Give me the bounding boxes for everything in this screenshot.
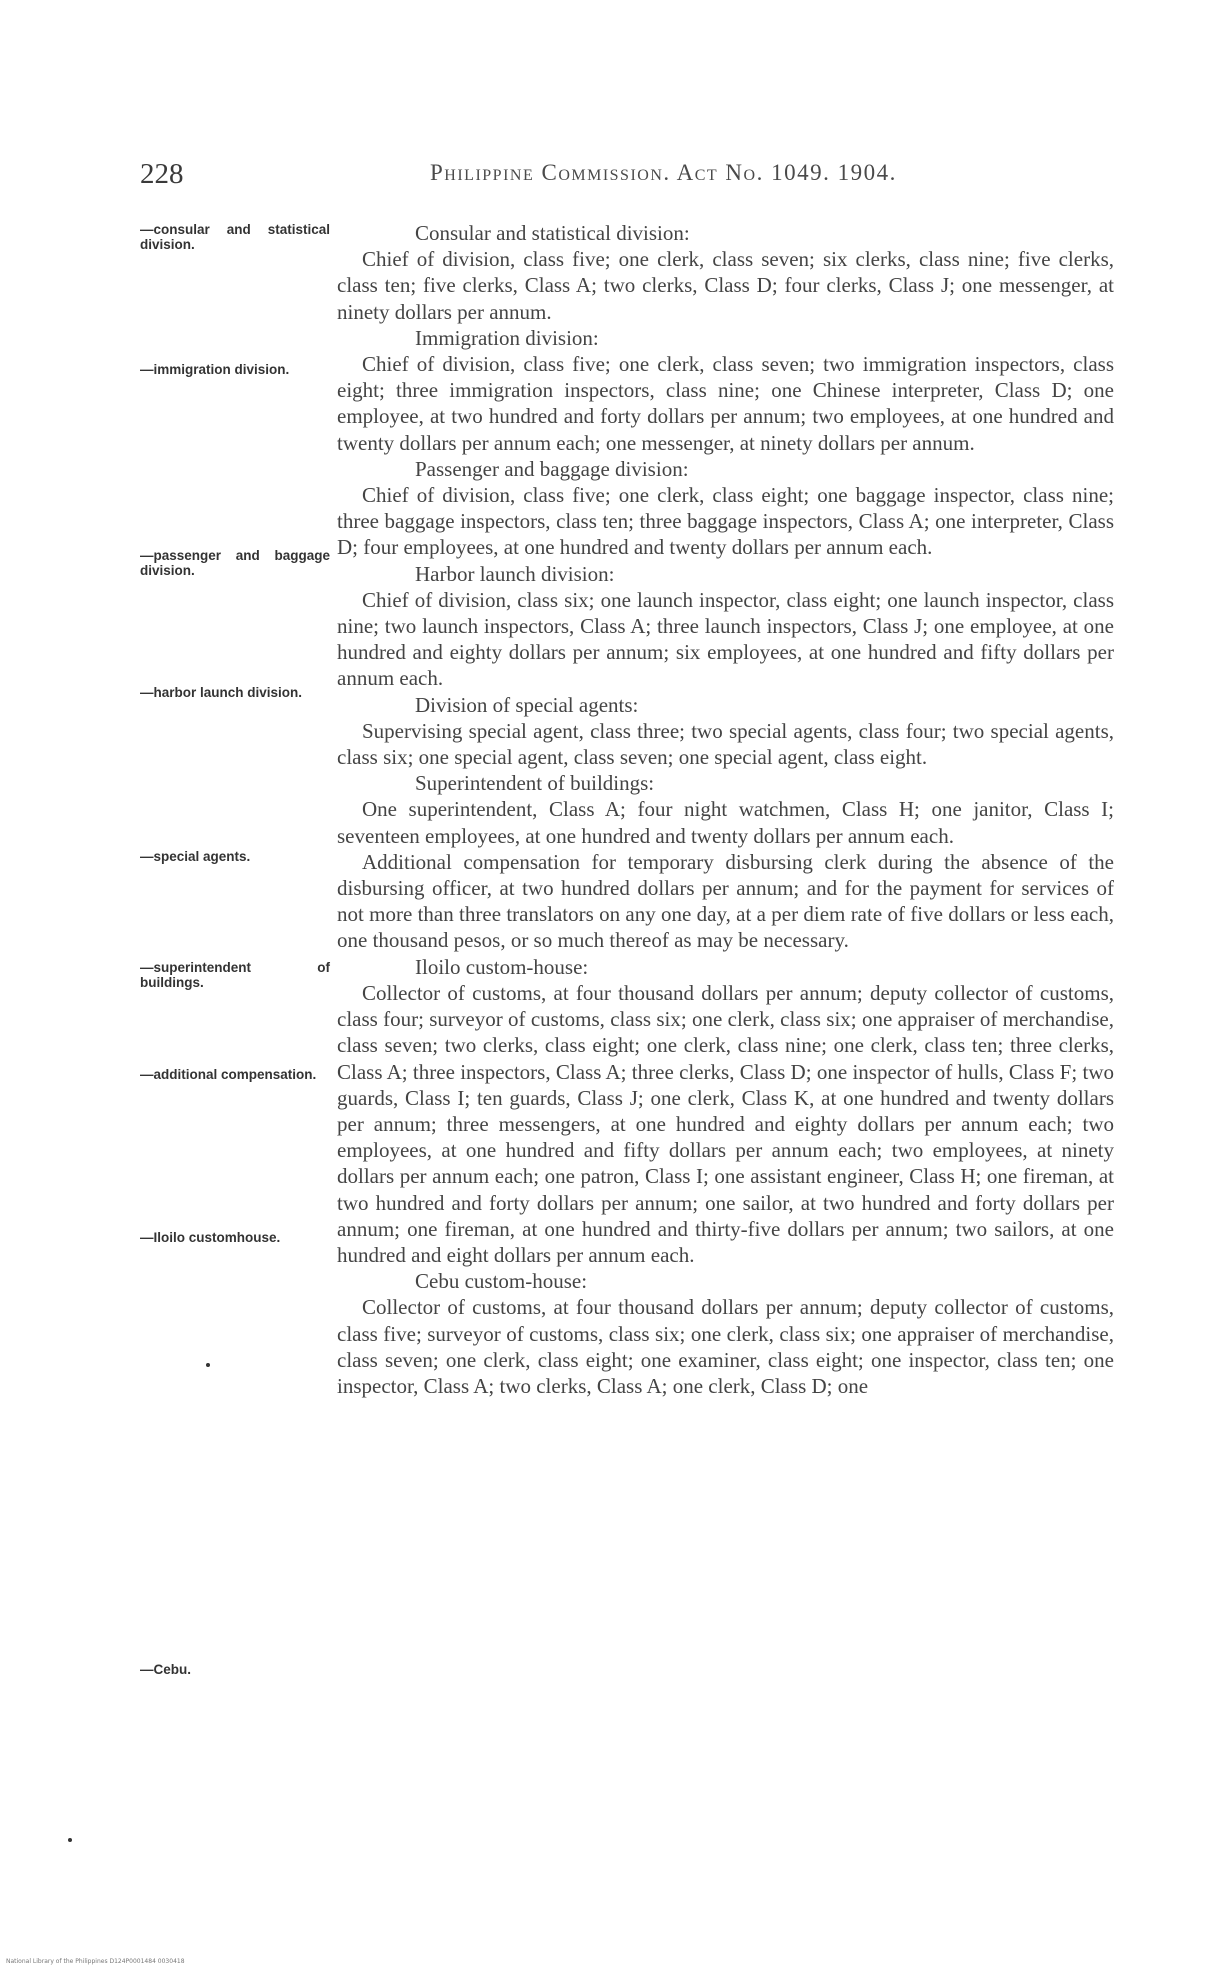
section-superintendent [337, 770, 1114, 849]
margin-note-consular: —consular and statistical division. [140, 222, 330, 252]
margin-note-special-agents: —special agents. [140, 849, 251, 864]
margin-note-immigration: —immigration division. [140, 362, 290, 377]
section-body: One superintendent, Class A; four night watchmen, Class H; one janitor, Class I; seventeen employees, at one hundred and twenty dollars per annum each. [337, 797, 1114, 848]
section-body: Chief of division, class six; one launch inspector, class eight; one launch inspector, class nine; two launch inspectors, Class A; three launch inspectors, Class J; one employee, at one hundred and eighty dollars per annum; six employees, at one hundred and fifty dollars per annum each. [337, 587, 1114, 691]
margin-note-superintendent: —superintendent of buildings. [140, 960, 330, 990]
section-harbor-launch [337, 561, 1114, 692]
section-title: Iloilo custom-house: [415, 954, 589, 979]
margin-note-harbor-launch: —harbor launch division. [140, 685, 303, 700]
margin-note-cebu: —Cebu. [140, 1662, 192, 1677]
section-additional-compensation [337, 849, 1114, 954]
section-cebu [337, 1268, 1114, 1399]
running-head: Philippine Commission. Act No. 1049. 1904. [430, 160, 897, 185]
section-title: Superintendent of buildings: [415, 771, 655, 796]
section-body: Chief of division, class five; one clerk, class seven; two immigration inspectors, class eight; three immigration inspectors, class nine; one Chinese interpreter, Class D; one employee, at two hundred and forty dollars per annum; two employees, at one hundred and twenty dollars per annum each; one messenger, at ninety dollars per annum. [337, 352, 1114, 455]
section-consular [337, 220, 1114, 325]
section-title: Harbor launch division: [415, 561, 615, 586]
section-immigration [337, 325, 1114, 456]
footer-credit: National Library of the Philippines D124P0001484 0030418 [6, 1958, 185, 1965]
margin-note-iloilo: —Iloilo customhouse. [140, 1230, 281, 1245]
section-body: Additional compensation for temporary disbursing clerk during the absence of the disbursing officer, at two hundred dollars per annum; and for the payment for services of not more than three translators on any one day, at a per diem rate of five dollars or less each, one thousand pesos, or so much thereof as may be necessary. [337, 849, 1114, 953]
section-title: Consular and statistical division: [415, 221, 690, 245]
scan-speck [206, 1363, 210, 1367]
section-body: Chief of division, class five; one clerk, class eight; one baggage inspector, class nine; three baggage inspectors, class ten; three baggage inspectors, Class A; one interpreter, Class D; four employees, at one hundred and twenty dollars per annum each. [337, 483, 1114, 560]
section-title: Cebu custom-house: [415, 1269, 588, 1294]
scan-speck [68, 1838, 72, 1842]
section-iloilo [337, 954, 1114, 1268]
section-title: Division of special agents: [415, 692, 639, 717]
section-body: Collector of customs, at four thousand dollars per annum; deputy collector of customs, class four; surveyor of customs, class six; one clerk, class six; one appraiser of merchandise, class seven; two clerks, class eight; one clerk, class nine; one clerk, class ten; three clerks, Class A; three inspectors, Class A; three clerks, Class D; one inspector of hulls, Class F; two guards, Class I; ten guards, Class J; one clerk, Class K, at one hundred and twenty dollars per annum; three messengers, at one hundred and eighty dollars per annum each; two employees, at one hundred and fifty dollars per annum each; two employees, at ninety dollars per annum each; one patron, Class I; one assistant engineer, Class H; one fireman, at two hundred and forty dollars per annum; one sailor, at two hundred and forty dollars per annum; one fireman, at one hundred and thirty-five dollars per annum; two sailors, at one hundred and eight dollars per annum each. [337, 980, 1114, 1267]
margin-note-passenger: —passenger and baggage division. [140, 548, 330, 578]
section-body: Collector of customs, at four thousand dollars per annum; deputy collector of customs, class five; surveyor of customs, class six; one clerk, class six; one appraiser of merchandise, class seven; one clerk, class eight; one examiner, class eight; one inspector, class ten; one inspector, Class A; two clerks, Class A; one clerk, Class D; one [337, 1295, 1114, 1398]
page-header [140, 158, 1120, 192]
section-body: Chief of division, class five; one clerk, class seven; six clerks, class nine; five clerks, class ten; five clerks, Class A; two clerks, Class D; four clerks, Class J; one messenger, at ninety dollars per annum. [337, 247, 1114, 324]
section-body: Supervising special agent, class three; two special agents, class four; two special agents, class six; one special agent, class seven; one special agent, class eight. [337, 718, 1114, 770]
section-passenger-baggage [337, 456, 1114, 561]
body-text [337, 220, 1114, 1399]
section-title: Immigration division: [415, 325, 599, 350]
section-special-agents [337, 692, 1114, 771]
page-number: 228 [140, 158, 184, 190]
margin-note-additional-compensation: —additional compensation. [140, 1067, 317, 1082]
section-title: Passenger and baggage division: [415, 456, 689, 481]
